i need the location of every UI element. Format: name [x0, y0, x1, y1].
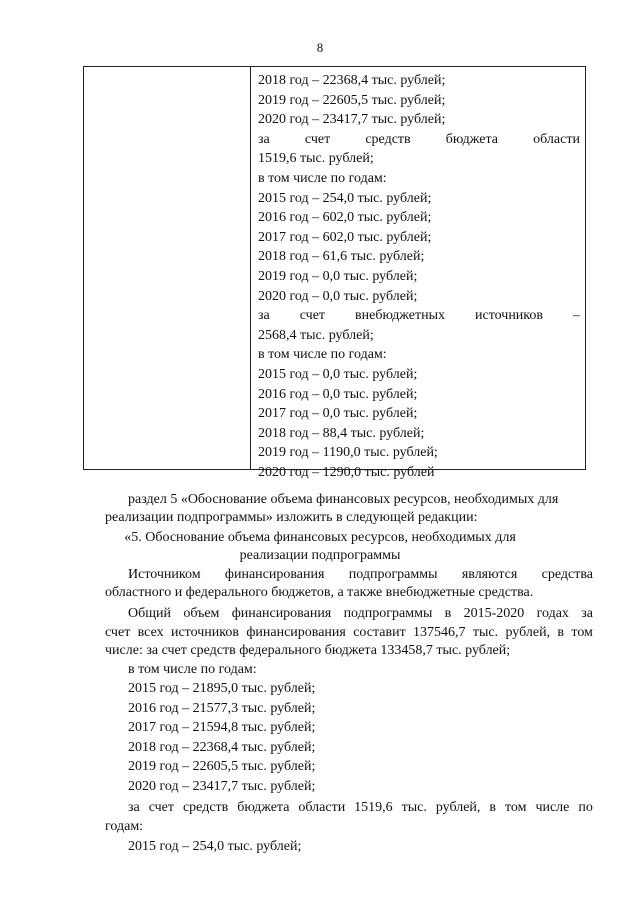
table-line: в том числе по годам: — [258, 347, 387, 363]
word: числе — [535, 800, 570, 815]
word: тыс. — [472, 625, 499, 640]
word: тыс. — [401, 800, 427, 815]
table-line: 2015 год – 254,0 тыс. рублей; — [258, 190, 432, 206]
word: в — [489, 800, 496, 815]
table-word: за — [258, 308, 270, 324]
word: рублей, — [435, 800, 481, 815]
paragraph-line — [105, 624, 593, 642]
word: том — [571, 625, 593, 640]
table-line: 2019 год – 22605,5 тыс. рублей; — [258, 92, 446, 108]
word: финансирования — [224, 567, 325, 582]
table-line: 2020 год – 0,0 тыс. рублей; — [258, 288, 418, 304]
table-line: 1519,6 тыс. рублей; — [258, 151, 374, 167]
year-line: 2015 год – 254,0 тыс. рублей; — [128, 839, 302, 854]
table-word: средств — [365, 131, 411, 147]
word: объем — [183, 606, 220, 621]
table-word: счет — [299, 308, 326, 324]
in-years-label: в том числе по годам: — [128, 662, 257, 677]
word: в — [557, 625, 565, 640]
page-number: 8 — [316, 40, 324, 55]
table-line: 2018 год – 22368,4 тыс. рублей; — [258, 73, 446, 88]
paragraph-line: годам: — [105, 819, 144, 834]
word: 137546,7 — [413, 625, 466, 640]
table-line: 2019 год – 1190,0 тыс. рублей; — [258, 445, 438, 461]
table-word: за — [258, 131, 270, 147]
table-word: бюджета — [445, 131, 498, 147]
word: составит — [353, 625, 406, 640]
word: в — [444, 606, 452, 621]
year-line: 2018 год – 22368,4 тыс. рублей; — [128, 739, 316, 755]
word: финансирования — [246, 625, 346, 640]
paragraph-line — [128, 799, 593, 817]
word: подпрограммы — [343, 606, 433, 621]
table-word: – — [572, 308, 580, 324]
word: средств — [182, 800, 229, 815]
word: области — [298, 800, 346, 815]
word: Общий — [128, 606, 171, 621]
section-heading: «5. Обоснование объема финансовых ресурсов, необходимых для — [124, 530, 516, 545]
word: за — [581, 606, 593, 621]
word: 2015-2020 — [463, 606, 525, 621]
table-line: 2016 год – 0,0 тыс. рублей; — [258, 386, 418, 402]
word: всех — [137, 625, 164, 640]
table-line: 2017 год – 602,0 тыс. рублей; — [258, 229, 432, 245]
word: бюджета — [237, 800, 290, 815]
year-line: 2020 год – 23417,7 тыс. рублей; — [128, 778, 316, 794]
table-line: 2017 год – 0,0 тыс. рублей; — [258, 406, 418, 422]
paragraph-line — [128, 605, 593, 623]
paragraph-line: числе: за счет средств федерального бюджета 133458,7 тыс. рублей; — [105, 643, 511, 658]
table-line: 2015 год – 0,0 тыс. рублей; — [258, 366, 418, 382]
year-line: 2016 год – 21577,3 тыс. рублей; — [128, 700, 316, 716]
word: 1519,6 — [354, 800, 393, 815]
word: рублей, — [505, 625, 551, 640]
table-word: области — [533, 131, 580, 147]
word: Источником — [128, 567, 201, 582]
table-line: 2020 год – 1290,0 тыс. рублей — [258, 464, 435, 480]
intro-line: реализации подпрограммы» изложить в следующей редакции: — [105, 510, 478, 525]
word: финансирования — [231, 606, 332, 621]
word: средства — [541, 567, 593, 582]
paragraph-line — [128, 566, 593, 584]
word: том — [504, 800, 527, 815]
word: подпрограммы — [348, 567, 438, 582]
word: за — [128, 800, 140, 815]
table-line: 2018 год – 61,6 тыс. рублей; — [258, 249, 425, 265]
year-line: 2017 год – 21594,8 тыс. рублей; — [128, 720, 316, 735]
table-line: 2568,4 тыс. рублей; — [258, 327, 374, 343]
word: счет — [105, 625, 131, 640]
paragraph-line: областного и федерального бюджетов, а также внебюджетные средства. — [105, 585, 534, 600]
table-line: 2018 год – 88,4 тыс. рублей; — [258, 425, 425, 441]
word: являются — [461, 567, 518, 582]
table-word: внебюджетных — [355, 308, 446, 324]
table-line: в том числе по годам: — [258, 170, 387, 186]
table-word: счет — [304, 131, 331, 147]
table-word: источников — [475, 308, 544, 324]
year-line: 2019 год – 22605,5 тыс. рублей; — [128, 759, 316, 774]
table-line: 2016 год – 602,0 тыс. рублей; — [258, 210, 432, 226]
section-heading: реализации подпрограммы — [239, 548, 401, 563]
word: счет — [148, 800, 175, 815]
word: источников — [170, 625, 239, 640]
word: по — [578, 800, 593, 815]
table-line: 2019 год – 0,0 тыс. рублей; — [258, 268, 418, 284]
word: годах — [536, 606, 569, 621]
year-line: 2015 год – 21895,0 тыс. рублей; — [128, 681, 316, 696]
intro-line: раздел 5 «Обоснование объема финансовых ресурсов, необходимых для — [128, 492, 559, 507]
table-line: 2020 год – 23417,7 тыс. рублей; — [258, 112, 446, 128]
